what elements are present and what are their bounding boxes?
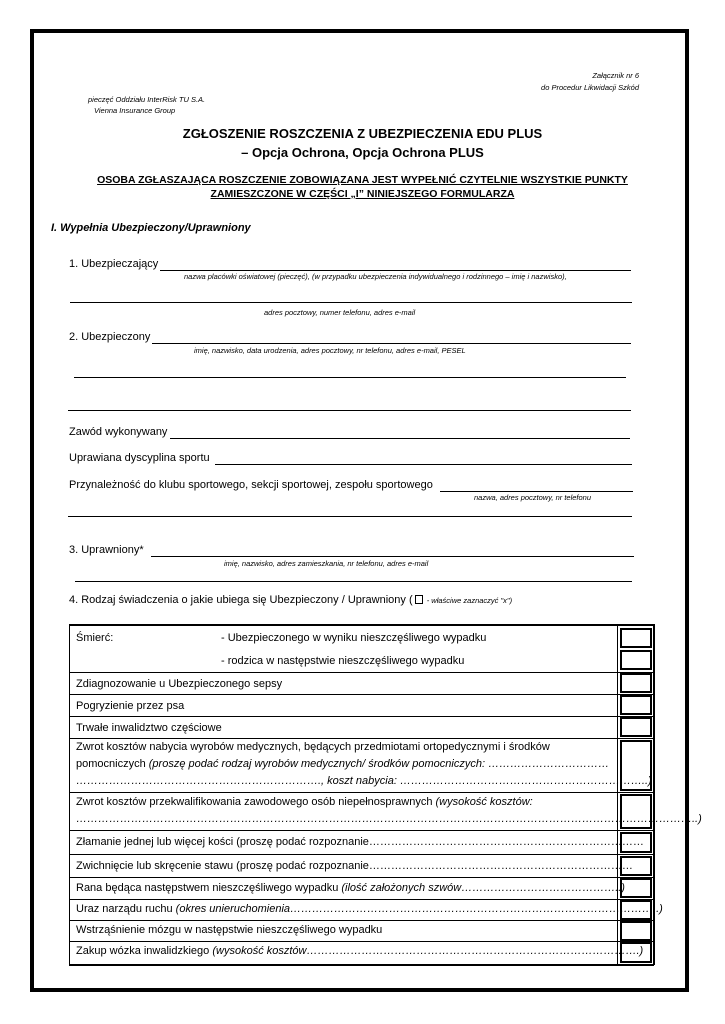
policyholder-address-input[interactable] [70,302,632,303]
checkbox-death-parent[interactable] [620,650,652,670]
insured-input[interactable] [152,343,631,344]
row-divider [69,716,654,717]
row-divider [69,792,654,793]
row-divider [69,830,654,831]
insured-extra-line-2[interactable] [68,410,631,411]
checkbox-wheelchair[interactable] [620,942,652,963]
row-medical-line-2b: (proszę podać rodzaj wyrobów medycznych/ środków pomocniczych: …………………………… [148,758,610,770]
occupation-input[interactable] [170,438,630,439]
row-divider [69,694,654,695]
checkbox-sepsis[interactable] [620,673,652,693]
club-hint: nazwa, adres pocztowy, nr telefonu [474,493,592,502]
warning-line-1: OSOBA ZGŁASZAJĄCA ROSZCZENIE ZOBOWIĄZANA JEST WYPEŁNIĆ CZYTELNIE WSZYSTKIE PUNKTY [97,174,628,186]
row-divider [69,738,654,739]
checkbox-concussion[interactable] [620,921,652,941]
benefit-type-label [69,594,512,606]
row-medical-line-2a: pomocniczych [76,758,149,770]
sport-label: Uprawiana dyscyplina sportu [69,452,210,464]
form-title: ZGŁOSZENIE ROSZCZENIA Z UBEZPIECZENIA EDU PLUS [182,126,543,141]
row-wheelchair-text: Zakup wózka inwalidzkiego [76,945,213,957]
row-fracture: Złamanie jednej lub więcej kości (proszę podać rozpoznanie………………………………………………………………… [76,836,644,848]
row-divider [69,854,654,855]
row-death-parent: - rodzica w następstwie nieszczęśliwego wypadku [221,655,465,667]
club-extra-line[interactable] [68,516,632,517]
row-medical-line-1: Zwrot kosztów nabycia wyrobów medycznych, będących przedmiotami ortopedycznymi i środków [76,741,550,753]
form-subtitle: – Opcja Ochrona, Opcja Ochrona PLUS [241,145,484,160]
benefit-type-text: 4. Rodzaj świadczenia o jakie ubiega się Ubezpieczony / Uprawniony ( [69,594,413,606]
benefit-type-note: - właściwe zaznaczyć "x") [424,596,513,605]
checkbox-locomotor[interactable] [620,900,652,920]
row-sprain: Zwichnięcie lub skręcenie stawu (proszę podać rozpoznanie……………………………………………………………… [76,860,633,872]
row-sepsis: Zdiagnozowanie u Ubezpieczonego sepsy [76,678,283,690]
row-medical-line-2 [76,758,609,770]
insured-hint: imię, nazwisko, data urodzenia, adres pocztowy, nr telefonu, adres e-mail, PESEL [194,346,466,355]
row-divider [69,899,654,900]
row-death-insured: - Ubezpieczonego w wyniku nieszczęśliwego wypadku [221,632,487,644]
insured-label: 2. Ubezpieczony [69,331,151,343]
checkbox-wound[interactable] [620,878,652,898]
row-divider [69,920,654,921]
stamp-line-1: pieczęć Oddziału InterRisk TU S.A. [88,95,206,104]
row-death-label: Śmierć: [76,632,114,644]
beneficiary-label: 3. Uprawniony* [69,544,144,556]
policyholder-input[interactable] [160,270,631,271]
procedure-reference: do Procedur Likwidacji Szkód [541,83,639,92]
occupation-label: Zawód wykonywany [69,426,168,438]
checkbox-disability[interactable] [620,717,652,737]
section-title: I. Wypełnia Ubezpieczony/Uprawniony [51,222,251,234]
table-top-border [69,624,654,626]
row-retraining-line-1 [76,796,533,808]
club-input[interactable] [440,491,633,492]
row-wheelchair-cost: (wysokość kosztów……………………………………………………………………………….) [212,945,644,957]
insured-extra-line-1[interactable] [74,377,626,378]
beneficiary-extra-line[interactable] [75,581,632,582]
checkbox-fracture[interactable] [620,832,652,853]
row-locomotor [76,903,663,915]
row-wheelchair [76,945,643,957]
row-divider [69,941,654,942]
row-concussion: Wstrząśnienie mózgu w następstwie nieszczęśliwego wypadku [76,924,383,936]
checkbox-icon [415,595,423,604]
beneficiary-input[interactable] [151,556,634,557]
row-locomotor-text: Uraz narządu ruchu [76,903,176,915]
table-left-border [69,624,70,965]
row-divider [69,877,654,878]
attachment-number: Załącznik nr 6 [592,71,639,80]
row-dog-bite: Pogryzienie przez psa [76,700,185,712]
checkbox-sprain[interactable] [620,856,652,876]
checkbox-retraining[interactable] [620,794,652,829]
stamp-line-2: Vienna Insurance Group [94,106,176,115]
row-medical-line-3: …………………………………………………………., koszt nabycia: …………………………………………………………..) [76,775,652,787]
table-bottom-border [69,964,654,966]
checkbox-medical[interactable] [620,740,652,791]
beneficiary-hint: imię, nazwisko, adres zamieszkania, nr telefonu, adres e-mail [224,559,429,568]
sport-input[interactable] [215,464,632,465]
row-retraining-cost: (wysokość kosztów: [435,796,533,808]
policyholder-address-hint: adres pocztowy, numer telefonu, adres e-mail [264,308,416,317]
row-wound [76,882,625,894]
row-divider [69,672,654,673]
policyholder-label: 1. Ubezpieczający [69,258,159,270]
row-retraining-line-2: ……………………………………………………………………………………………………………………………………………………..) [76,813,702,825]
row-disability: Trwałe inwalidztwo częściowe [76,722,222,734]
row-retraining-text: Zwrot kosztów przekwalifikowania zawodowego osób niepełnosprawnych [76,796,436,808]
row-wound-text: Rana będąca następstwem nieszczęśliwego wypadku [76,882,342,894]
checkbox-death-insured[interactable] [620,628,652,648]
warning-line-2: ZAMIESZCZONE W CZĘŚCI „I” NINIEJSZEGO FORMULARZA [210,188,515,200]
checkbox-dog-bite[interactable] [620,695,652,715]
club-label: Przynależność do klubu sportowego, sekcji sportowej, zespołu sportowego [69,479,433,491]
row-locomotor-period: (okres unieruchomienia………………………………………………………………………………………..) [175,903,663,915]
policyholder-hint: nazwa placówki oświatowej (pieczęć), (w przypadku ubezpieczenia indywidualnego i rodzinnego – imię i nazwisko), [184,272,567,281]
row-wound-stitches: (ilość założonych szwów……………………………………..) [341,882,625,894]
